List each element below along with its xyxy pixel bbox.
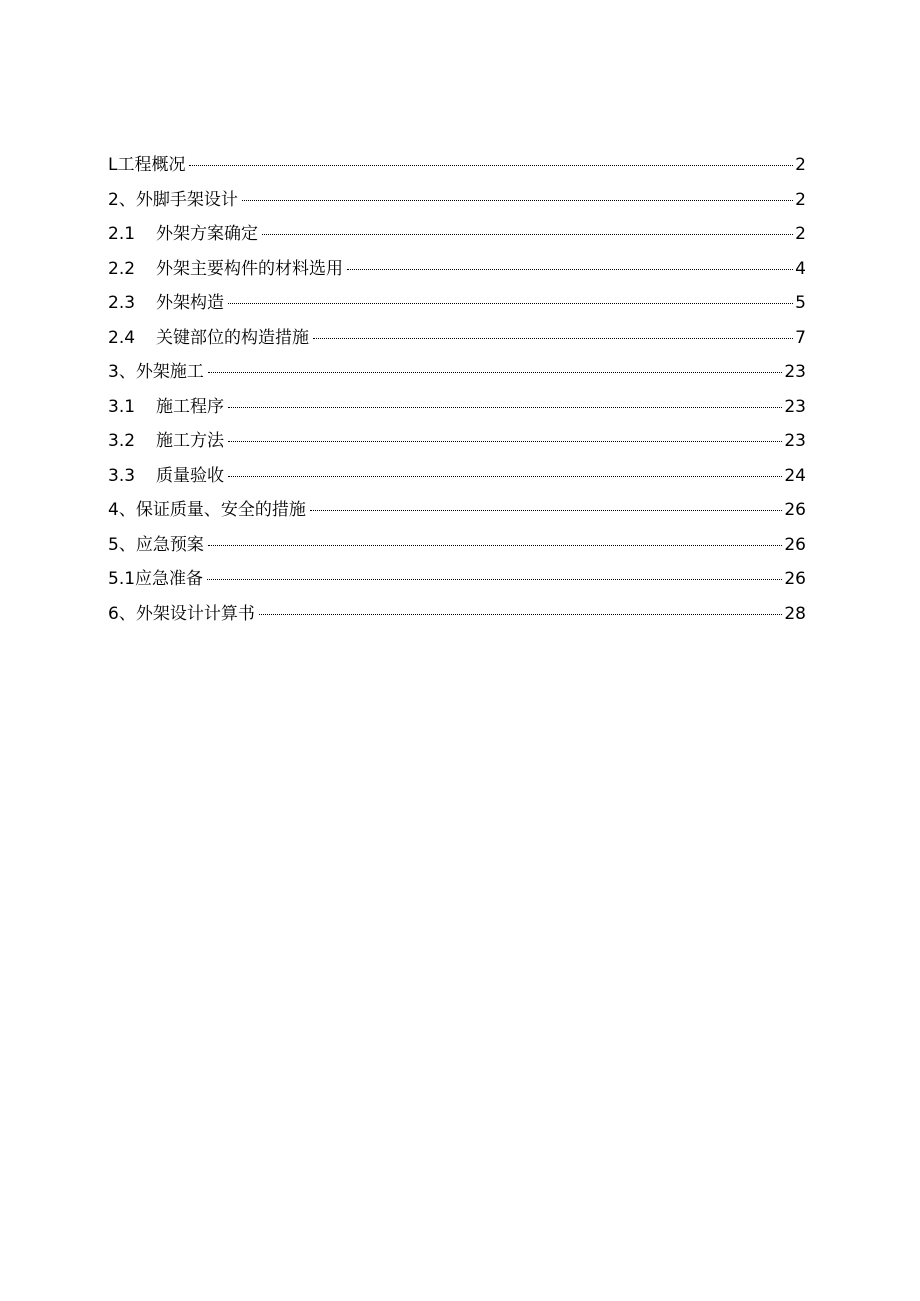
toc-dot-leader <box>207 579 782 580</box>
toc-entry-page: 2 <box>795 155 806 175</box>
toc-entry-page: 2 <box>795 189 806 210</box>
toc-entry[interactable] <box>108 597 806 632</box>
toc-entry-number: L <box>108 155 118 175</box>
toc-entry-page: 4 <box>795 258 806 279</box>
toc-entry-number: 2、 <box>108 189 136 210</box>
toc-dot-leader <box>228 303 793 304</box>
table-of-contents <box>108 148 806 631</box>
toc-entry-number: 6、 <box>108 603 136 624</box>
toc-entry[interactable] <box>108 355 806 390</box>
toc-dot-leader <box>259 614 783 615</box>
toc-entry[interactable] <box>108 390 806 425</box>
toc-entry[interactable] <box>108 217 806 252</box>
toc-entry-title: 工程概况 <box>117 155 186 175</box>
toc-entry-number: 3.3 <box>108 465 136 486</box>
toc-dot-leader <box>228 476 782 477</box>
toc-dot-leader <box>228 407 782 408</box>
toc-entry-page: 23 <box>784 396 806 417</box>
toc-entry-page: 28 <box>784 603 806 624</box>
toc-entry-number: 2.1 <box>108 224 136 244</box>
toc-entry-number: 2.4 <box>108 327 136 348</box>
toc-entry[interactable] <box>108 528 806 563</box>
toc-entry-page: 5 <box>795 293 806 313</box>
toc-dot-leader <box>347 269 793 270</box>
toc-dot-leader <box>310 510 783 511</box>
toc-entry-title: 外架主要构件的材料选用 <box>156 258 343 279</box>
toc-entry-number: 3、 <box>108 362 136 382</box>
toc-entry-page: 24 <box>784 465 806 486</box>
toc-entry-title: 外架构造 <box>156 293 224 313</box>
toc-entry-title: 关键部位的构造措施 <box>156 327 309 348</box>
toc-entry[interactable] <box>108 562 806 597</box>
toc-entry-page: 23 <box>784 362 806 382</box>
toc-entry-number: 5.1 <box>108 569 136 589</box>
toc-entry-number: 2.3 <box>108 293 136 313</box>
toc-entry-number: 3.2 <box>108 431 136 451</box>
toc-entry-title: 质量验收 <box>156 465 224 486</box>
toc-entry-title: 外脚手架设计 <box>135 189 238 210</box>
toc-entry[interactable] <box>108 321 806 356</box>
toc-entry-title: 外架设计计算书 <box>135 603 255 624</box>
toc-entry-page: 23 <box>784 431 806 451</box>
toc-dot-leader <box>228 441 782 442</box>
toc-dot-leader <box>242 200 793 201</box>
toc-entry-page: 26 <box>784 569 806 589</box>
toc-entry[interactable] <box>108 286 806 321</box>
toc-entry-page: 26 <box>784 500 806 520</box>
toc-entry-title: 外架施工 <box>135 362 204 382</box>
toc-entry-title: 施工程序 <box>156 396 224 417</box>
toc-entry[interactable] <box>108 459 806 494</box>
toc-entry-title: 保证质量、安全的措施 <box>135 500 306 520</box>
toc-dot-leader <box>208 372 783 373</box>
toc-entry[interactable] <box>108 493 806 528</box>
toc-entry-number: 3.1 <box>108 396 136 417</box>
toc-entry[interactable] <box>108 148 806 183</box>
toc-dot-leader <box>262 234 793 235</box>
toc-entry[interactable] <box>108 424 806 459</box>
toc-entry[interactable] <box>108 183 806 218</box>
toc-entry-page: 7 <box>795 327 806 348</box>
toc-dot-leader <box>313 338 793 339</box>
toc-entry-number: 4、 <box>108 500 136 520</box>
toc-entry-number: 2.2 <box>108 258 136 279</box>
toc-entry-number: 5、 <box>108 534 136 555</box>
toc-entry-title: 施工方法 <box>156 431 224 451</box>
toc-entry[interactable] <box>108 252 806 287</box>
toc-entry-page: 26 <box>784 534 806 555</box>
toc-dot-leader <box>208 545 783 546</box>
toc-entry-title: 外架方案确定 <box>156 224 258 244</box>
toc-dot-leader <box>189 165 793 166</box>
toc-entry-title: 应急预案 <box>135 534 204 555</box>
toc-entry-title: 应急准备 <box>135 569 204 589</box>
toc-entry-page: 2 <box>795 224 806 244</box>
